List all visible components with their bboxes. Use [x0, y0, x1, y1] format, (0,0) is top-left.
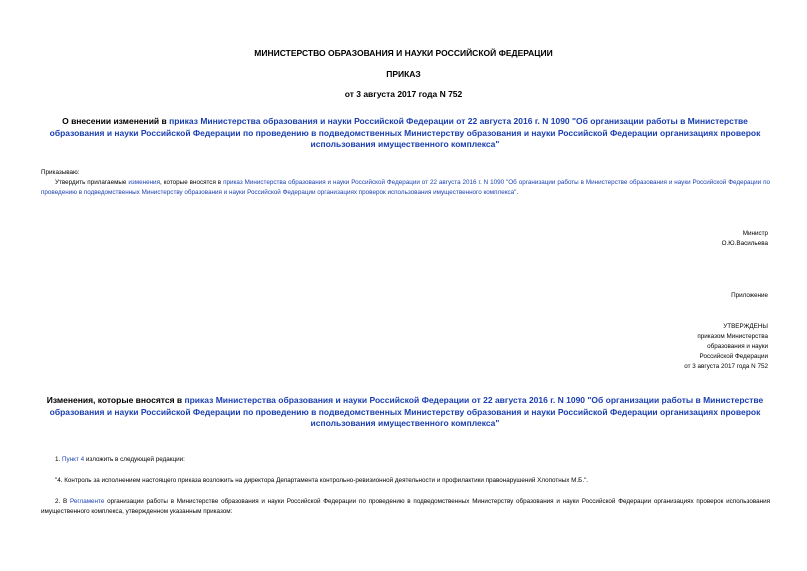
approved-line-4: Российской Федерации — [699, 353, 768, 360]
changes-title-prefix: Изменения, которые вносятся в — [46, 395, 185, 405]
item-2 — [41, 497, 770, 517]
approve-text-1: Утвердить прилагаемые — [55, 179, 129, 186]
item-1-text: изложить в следующей редакции: — [84, 456, 185, 463]
order-date: от 3 августа 2017 года N 752 — [344, 89, 463, 99]
approved-line-1: УТВЕРЖДЕНЫ — [723, 323, 768, 330]
item-1 — [55, 455, 185, 465]
signature-name: О.Ю.Васильева — [721, 240, 768, 247]
changes-title — [35, 395, 775, 430]
document-title — [35, 116, 775, 151]
approved-line-2: приказом Министерства — [697, 333, 768, 340]
approve-text-3: . — [516, 189, 519, 196]
signature-block — [568, 229, 768, 249]
approve-order-link[interactable]: приказ Министерства образования и науки Российской Федерации от 22 августа 2016 г. N 1090 "Об организации работы в Министерстве образования и науки Российской Федерации по проведению в подведомственных Министерству образования и науки Российской Федерации организациях проверок использования имущественного комплекса" — [41, 179, 771, 196]
title-link[interactable]: приказ Министерства образования и науки Российской Федерации от 22 августа 2016 г. N 1090 "Об организации работы в Министерстве образования и науки Российской Федерации по проведению в подведомственных Министерству образования и науки Российской Федерации организациях проверок использования имущественного комплекса" — [49, 116, 761, 149]
approve-paragraph — [41, 178, 770, 198]
title-prefix: О внесении изменений в — [62, 116, 170, 126]
approved-line-3: образования и науки — [707, 343, 768, 350]
ministry-heading: МИНИСТЕРСТВО ОБРАЗОВАНИЯ И НАУКИ РОССИЙСКОЙ ФЕДЕРАЦИИ — [254, 48, 553, 58]
changes-title-link[interactable]: приказ Министерства образования и науки Российской Федерации от 22 августа 2016 г. N 1090 "Об организации работы в Министерстве образования и науки Российской Федерации по проведению в подведомственных Министерству образования и науки Российской Федерации организациях проверок использования имущественного комплекса" — [49, 395, 764, 428]
approve-text-2: , которые вносятся в — [159, 179, 224, 186]
approved-block — [568, 322, 768, 372]
order-heading: ПРИКАЗ — [386, 69, 421, 79]
approved-line-5: от 3 августа 2017 года N 752 — [684, 363, 768, 370]
item-2-text: организации работы в Министерстве образования и науки Российской Федерации по проведению в подведомственных Министерству образования и науки Российской Федерации организациях проверок использования имущественного комплекса, утвержденном указанным приказом: — [41, 498, 771, 515]
item-1-quote: "4. Контроль за исполнением настоящего приказа возложить на директора Департамента контрольно-ревизионной деятельности и профилактики правонарушений Хлопотных М.Б.". — [55, 477, 589, 484]
item-2-number: 2. В — [55, 498, 70, 505]
prikazyvayu-text: Приказываю: — [41, 169, 80, 176]
item-1-number: 1. — [55, 456, 63, 463]
item-1-link[interactable]: Пункт 4 — [62, 456, 85, 463]
item-2-link[interactable]: Регламенте — [69, 498, 105, 505]
appendix-label: Приложение — [731, 292, 768, 299]
signature-position: Министр — [742, 230, 768, 237]
approve-changes-link[interactable]: изменения — [128, 179, 160, 186]
